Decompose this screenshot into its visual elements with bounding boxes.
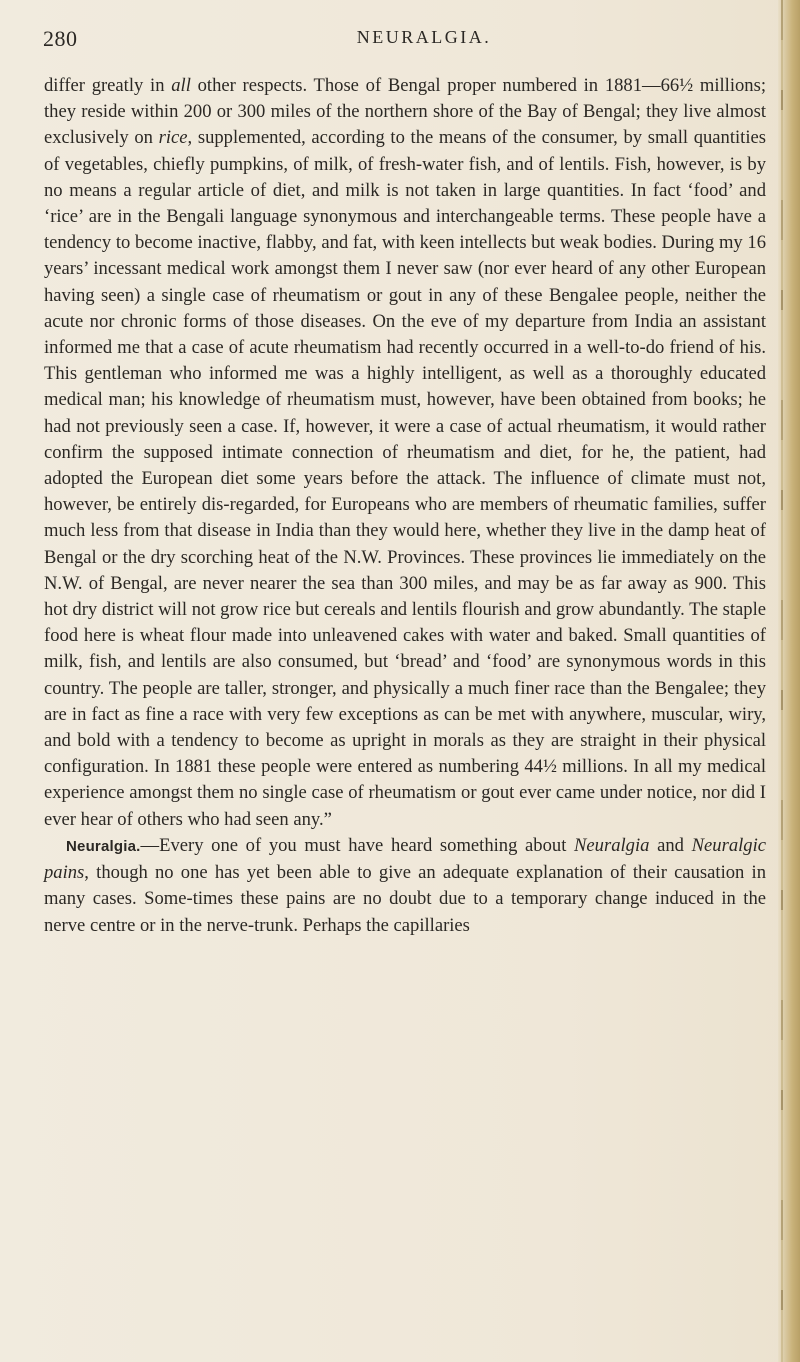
italic-run: rice [158,127,188,149]
italic-run: Neuralgia [574,834,650,856]
text-run: other respects. Those of Bengal proper numbered in 1881—66½ millions; they reside within 200 or 300 miles of the northern shore of the Bay of Bengal; they live almost exclusively on [44,75,766,149]
text-run: differ greatly in [44,75,172,96]
paragraph-continuation [44,73,766,833]
text-run: and [649,834,692,856]
paragraph-neuralgia [44,833,766,939]
text-run: , supplemented, according to the means of the consumer, by small quantities of vegetables, chiefly pumpkins, of milk, of fresh-water fish, and of lentils. Fish, however, is by no means a regular article of diet, and milk is not taken in large quantities. In fact ‘food’ and ‘rice’ are in the Bengali language synonymous and interchangeable terms. These people have a tendency to become inactive, flabby, and fat, with keen intellects but weak bodies. During my 16 years’ incessant medical work amongst them I never saw (nor ever heard of any other European having seen) a single case of rheumatism or gout in any of these Bengalee people, neither the acute nor chronic forms of those diseases. On the eve of my departure from India an assistant informed me that a case of acute rheumatism had recently occurred in a well-to-do friend of his. This gentleman who informed me was a highly intelligent, as well as a thoroughly educated medical man; his knowledge of rheumatism must, however, have been obtained from books; he had not previously seen a case. If, however, it were a case of actual rheumatism, it would rather confirm the supposed intimate connection of rheumatism and diet, for he, the patient, had adopted the European diet some years before the attack. The influence of climate must not, however, be entirely dis-regarded, for Europeans who are members of rheumatic families, suffer much less from that disease in India than they would here, whether they live in the damp heat of Bengal or the dry scorching heat of the N.W. Provinces. These provinces lie immediately on the N.W. of Bengal, are never nearer the sea than 300 miles, and may be as far away as 900. This hot dry district will not grow rice but cereals and lentils flourish and grow abundantly. The staple food here is wheat flour made into unleavened cakes with water and baked. Small quantities of milk, fish, and lentils are also consumed, but ‘bread’ and ‘food’ are synonymous words in this country. The people are taller, stronger, and physically a much finer race than the Bengalee; they are in fact as fine a race with very few exceptions as can be met with anywhere, muscular, wiry, and bold with a tendency to become as upright in morals as they are straight in their physical configuration. In 1881 these people were entered as numbering 44½ millions. In all my medical experience amongst them no single case of rheumatism or gout ever came under notice, nor did I ever hear of others who had seen any.” [44,127,766,830]
text-run: —Every one of you must have heard something about [140,834,575,856]
page-edge [778,0,800,1362]
text-run: , though no one has yet been able to give an adequate explanation of their causation in many cases. Some-times these pains are no doubt due to a temporary change induced in the nerve centre or in the nerve-trunk. Perhaps the capillaries [44,862,766,936]
italic-run: all [171,75,191,96]
body-text [44,73,766,939]
running-head: NEURALGIA. [356,27,492,47]
page-header [43,26,765,58]
italic-run: Neuralgic pains [44,834,766,884]
page-number: 280 [43,26,78,51]
section-heading: Neuralgia. [66,837,141,855]
